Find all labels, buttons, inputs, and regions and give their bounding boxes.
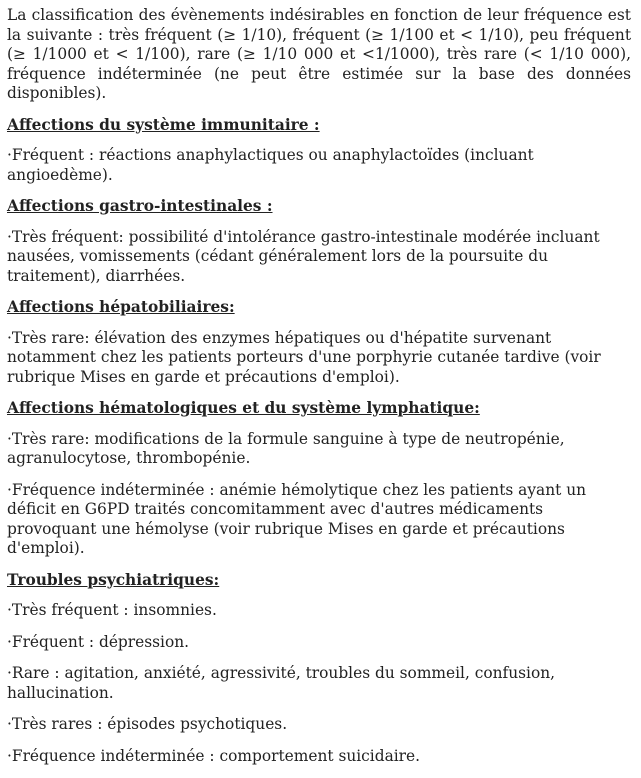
list-item: ·Très fréquent: possibilité d'intolérance gastro-intestinale modérée incluant nausées, vomissements (cédant généralement lors de la poursuite du traitement), diarrhées. [7,227,600,285]
list-item: ·Très fréquent : insomnies. [7,601,217,619]
list-item: ·Fréquence indéterminée : comportement suicidaire. [7,746,421,765]
section-gastro [7,197,631,286]
section-heading: Affections du système immunitaire : [7,115,320,134]
section-hepatobiliary [7,298,631,387]
document-body [7,6,631,778]
list-item: ·Très rare: élévation des enzymes hépatiques ou d'hépatite survenant notamment chez les patients porteurs d'une porphyrie cutanée tardive (voir rubrique Mises en garde et précautions d'emploi). [7,328,601,386]
section-heading: Affections hématologiques et du système lymphatique: [7,399,480,417]
list-item: ·Fréquent : réactions anaphylactiques ou anaphylactoïdes (incluant angioedème). [7,146,534,184]
list-item: ·Fréquent : dépression. [7,632,190,651]
section-hematologic [7,399,631,559]
list-item: ·Très rare: modifications de la formule sanguine à type de neutropénie, agranulocytose, thrombopénie. [7,429,565,467]
section-heading: Affections hépatobiliaires: [7,298,235,316]
list-item: ·Très rares : épisodes psychotiques. [7,715,288,733]
section-heading: Troubles psychiatriques: [7,570,220,589]
section-immune [7,116,631,186]
list-item: ·Fréquence indéterminée : anémie hémolytique chez les patients ayant un déficit en G6PD traités concomitamment avec d'autres médicaments provoquant une hémolyse (voir rubrique Mises en garde et précautions d'emploi). [7,480,587,557]
section-psychiatric [7,571,631,767]
section-heading: Affections gastro-intestinales : [7,197,273,215]
list-item: ·Rare : agitation, anxiété, agressivité, troubles du sommeil, confusion, hallucination. [7,664,556,702]
intro-paragraph: La classification des évènements indésirables en fonction de leur fréquence est la suivante : très fréquent (≥ 1/10), fréquent (≥ 1/100 et < 1/10), peu fréquent (≥ 1/1000 et < 1/100), rare (≥ 1/10 000 et <1/1000), très rare (< 1/10 000), fréquence indéterminée (ne peut être estimée sur la base des données disponibles). [7,6,631,102]
